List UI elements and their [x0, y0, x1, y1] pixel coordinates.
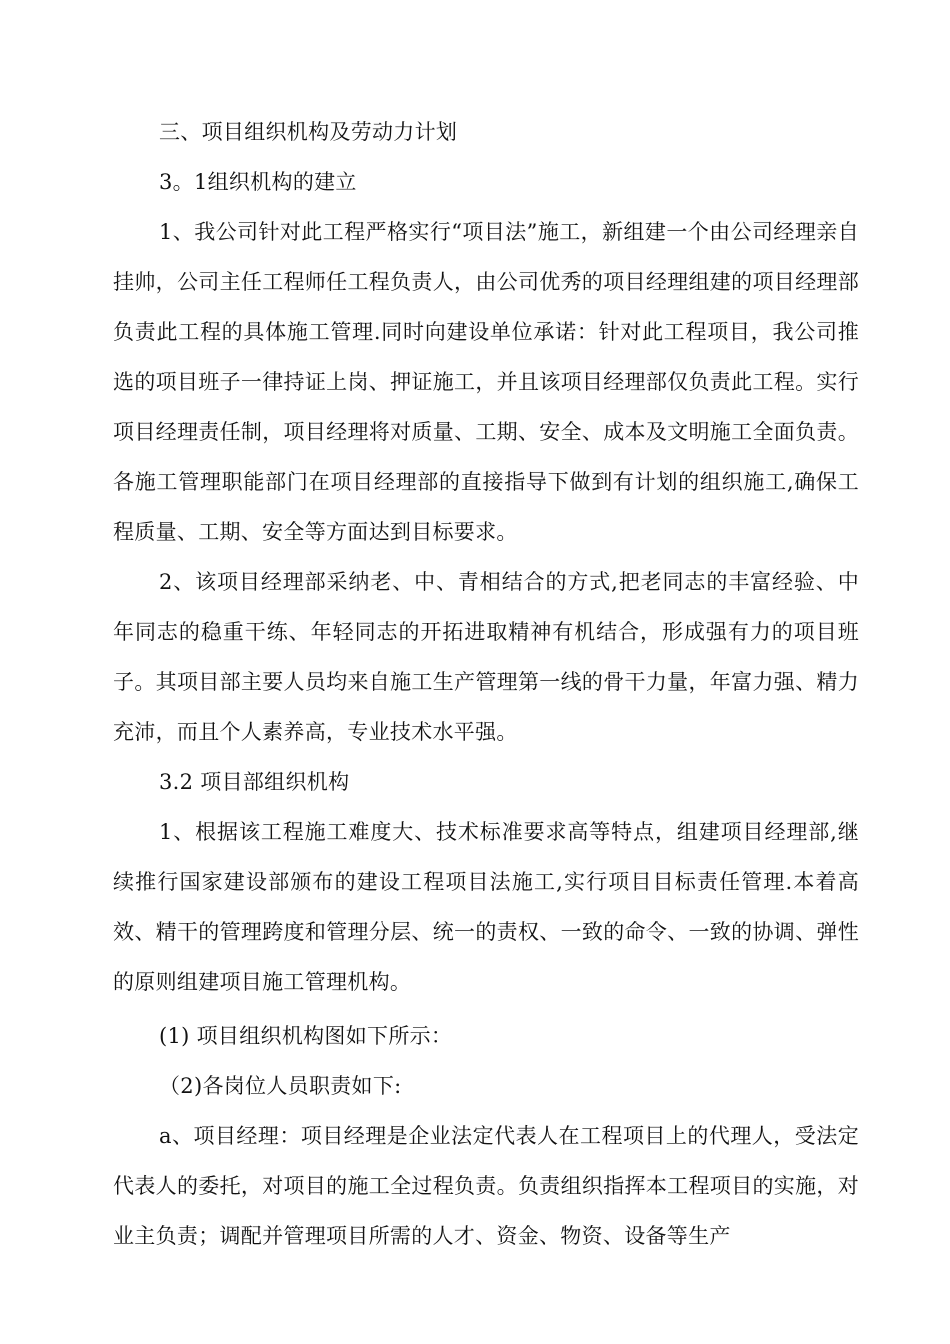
document-body	[113, 107, 859, 1261]
paragraph-3: 1、根据该工程施工难度大、技术标准要求高等特点，组建项目经理部,继续推行国家建设部颁布的建设工程项目法施工,实行项目目标责任管理.本着高效、精干的管理跨度和管理分层、统一的责权、一致的命令、一致的协调、弹性的原则组建项目施工管理机构。	[113, 820, 859, 994]
subsection-3-2-title: 3.2 项目部组织机构	[159, 770, 350, 794]
paragraph-4: a、项目经理：项目经理是企业法定代表人在工程项目上的代理人，受法定代表人的委托，对项目的施工全过程负责。负责组织指挥本工程项目的实施，对业主负责；调配并管理项目所需的人才、资金、物资、设备等生产	[113, 1124, 859, 1248]
list-item-duties: （2)各岗位人员职责如下:	[159, 1074, 402, 1098]
list-item-org-chart: (1) 项目组织机构图如下所示：	[159, 1024, 453, 1048]
paragraph-2: 2、该项目经理部采纳老、中、青相结合的方式,把老同志的丰富经验、中年同志的稳重干练、年轻同志的开拓进取精神有机结合，形成强有力的项目班子。其项目部主要人员均来自施工生产管理第一线的骨干力量，年富力强、精力充沛，而且个人素养高，专业技术水平强。	[113, 570, 859, 744]
paragraph-1: 1、我公司针对此工程严格实行“项目法”施工，新组建一个由公司经理亲自挂帅，公司主任工程师任工程负责人，由公司优秀的项目经理组建的项目经理部负责此工程的具体施工管理.同时向建设单位承诺：针对此工程项目，我公司推选的项目班子一律持证上岗、押证施工，并且该项目经理部仅负责此工程。实行项目经理责任制，项目经理将对质量、工期、安全、成本及文明施工全面负责。各施工管理职能部门在项目经理部的直接指导下做到有计划的组织施工,确保工程质量、工期、安全等方面达到目标要求。	[113, 220, 859, 544]
section-title: 三、项目组织机构及劳动力计划	[159, 120, 458, 144]
subsection-3-1-title: 3。1组织机构的建立	[159, 170, 357, 194]
